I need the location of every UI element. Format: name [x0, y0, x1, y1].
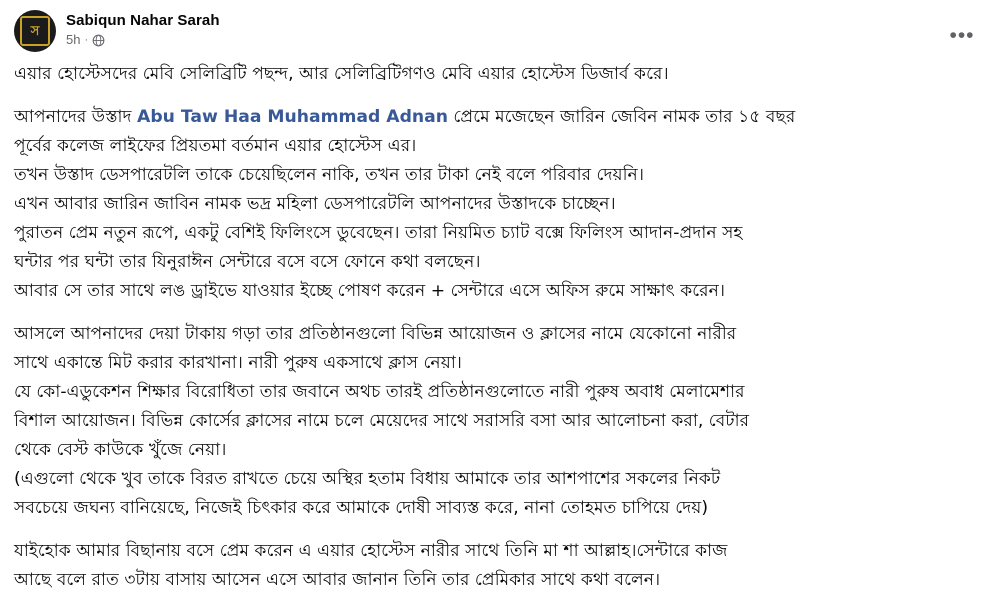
post-paragraph: আছে বলে রাত ৩টায় বাসায় আসেন এসে আবার জানান তিনি তার প্রেমিকার সাথে কথা বলেন।: [14, 570, 661, 590]
post-paragraph: বিশাল আয়োজন। বিভিন্ন কোর্সের ক্লাসের নামে চলে মেয়েদের সাথে সরাসরি বসা আর আলোচনা করা, বেটার: [14, 411, 750, 431]
post-paragraph: ঘন্টার পর ঘন্টা তার যিনুরাঈন সেন্টারে বসে বসে ফোনে কথা বলছেন।: [14, 252, 481, 272]
paragraph-text-before-mention: আপনাদের উস্তাদ: [14, 107, 138, 127]
paragraph-spacer: [14, 306, 981, 320]
post-paragraph: আসলে আপনাদের দেয়া টাকায় গড়া তার প্রতিষ্ঠানগুলো বিভিন্ন আয়োজন ও ক্লাসের নামে যেকোনো নারীর: [14, 324, 737, 344]
post-body: [14, 58, 981, 595]
post-paragraph: এয়ার হোস্টেসদের মেবি সেলিব্রিটি পছন্দ, আর সেলিব্রিটিগণও মেবি এয়ার হোস্টেস ডিজার্ব করে।: [14, 64, 669, 84]
avatar[interactable]: [14, 10, 56, 52]
paragraph-spacer: [14, 89, 981, 103]
post-paragraph: যে কো-এডুকেশন শিক্ষার বিরোধিতা তার জবানে অথচ তারই প্রতিষ্ঠানগুলোতে নারী পুরুষ অবাধ মেলামেশার: [14, 382, 745, 402]
post-paragraph: তখন উস্তাদ ডেসপারেটলি তাকে চেয়েছিলেন নাকি, তখন তার টাকা নেই বলে পরিবার দেয়নি।: [14, 165, 644, 185]
mention-link[interactable]: Abu Taw Haa Muhammad Adnan: [137, 107, 448, 127]
globe-icon[interactable]: [92, 34, 105, 47]
post-more-options-icon[interactable]: •••: [949, 23, 975, 47]
post-header-text: [66, 10, 220, 48]
post-paragraph: থেকে বেস্ট কাউকে খুঁজে নেয়া।: [14, 440, 227, 460]
post-paragraph: এখন আবার জারিন জাবিন নামক ভদ্র মহিলা ডেসপারেটলি আপনাদের উস্তাদকে চাচ্ছেন।: [14, 194, 616, 214]
post-paragraph: সবচেয়ে জঘন্য বানিয়েছে, নিজেই চিৎকার করে আমাকে দোষী সাব্যস্ত করে, নানা তোহমত চাপিয়ে দেয়): [14, 498, 709, 518]
paragraph-text-after-mention: প্রেমে মজেছেন জারিন জেবিন নামক তার ১৫ বছর: [447, 107, 796, 127]
paragraph-spacer: [14, 523, 981, 537]
post-paragraph-with-mention: [14, 103, 981, 132]
post-paragraph: সাথে একান্তে মিট করার কারখানা। নারী পুরুষ একসাথে ক্লাস নেয়া।: [14, 353, 462, 373]
post-paragraph: যাইহোক আমার বিছানায় বসে প্রেম করেন এ এয়ার হোস্টেস নারীর সাথে তিনি মা শা আল্লাহ।সেন্টারে কাজ: [14, 541, 728, 561]
post-paragraph: পুরাতন প্রেম নতুন রূপে, একটু বেশিই ফিলিংসে ডুবেছেন। তারা নিয়মিত চ্যাট বক্সে ফিলিংস আদান-প্রদান সহ: [14, 223, 743, 243]
post-paragraph: আবার সে তার সাথে লঙ ড্রাইভে যাওয়ার ইচ্ছে পোষণ করেন + সেন্টারে এসে অফিস রুমে সাক্ষাৎ করেন।: [14, 281, 726, 301]
post-header: [14, 8, 981, 58]
post-paragraph: পূর্বের কলেজ লাইফের প্রিয়তমা বর্তমান এয়ার হোস্টেস এর।: [14, 136, 417, 156]
meta-separator: ·: [84, 34, 89, 46]
post-timestamp[interactable]: 5h: [66, 32, 81, 47]
post-meta: [66, 32, 220, 48]
author-name[interactable]: Sabiqun Nahar Sarah: [66, 12, 220, 29]
post-paragraph: (এগুলো থেকে খুব তাকে বিরত রাখতে চেয়ে অস্থির হতাম বিধায় আমাকে তার আশপাশের সকলের নিকট: [14, 469, 721, 489]
avatar-monogram: স: [20, 16, 50, 46]
